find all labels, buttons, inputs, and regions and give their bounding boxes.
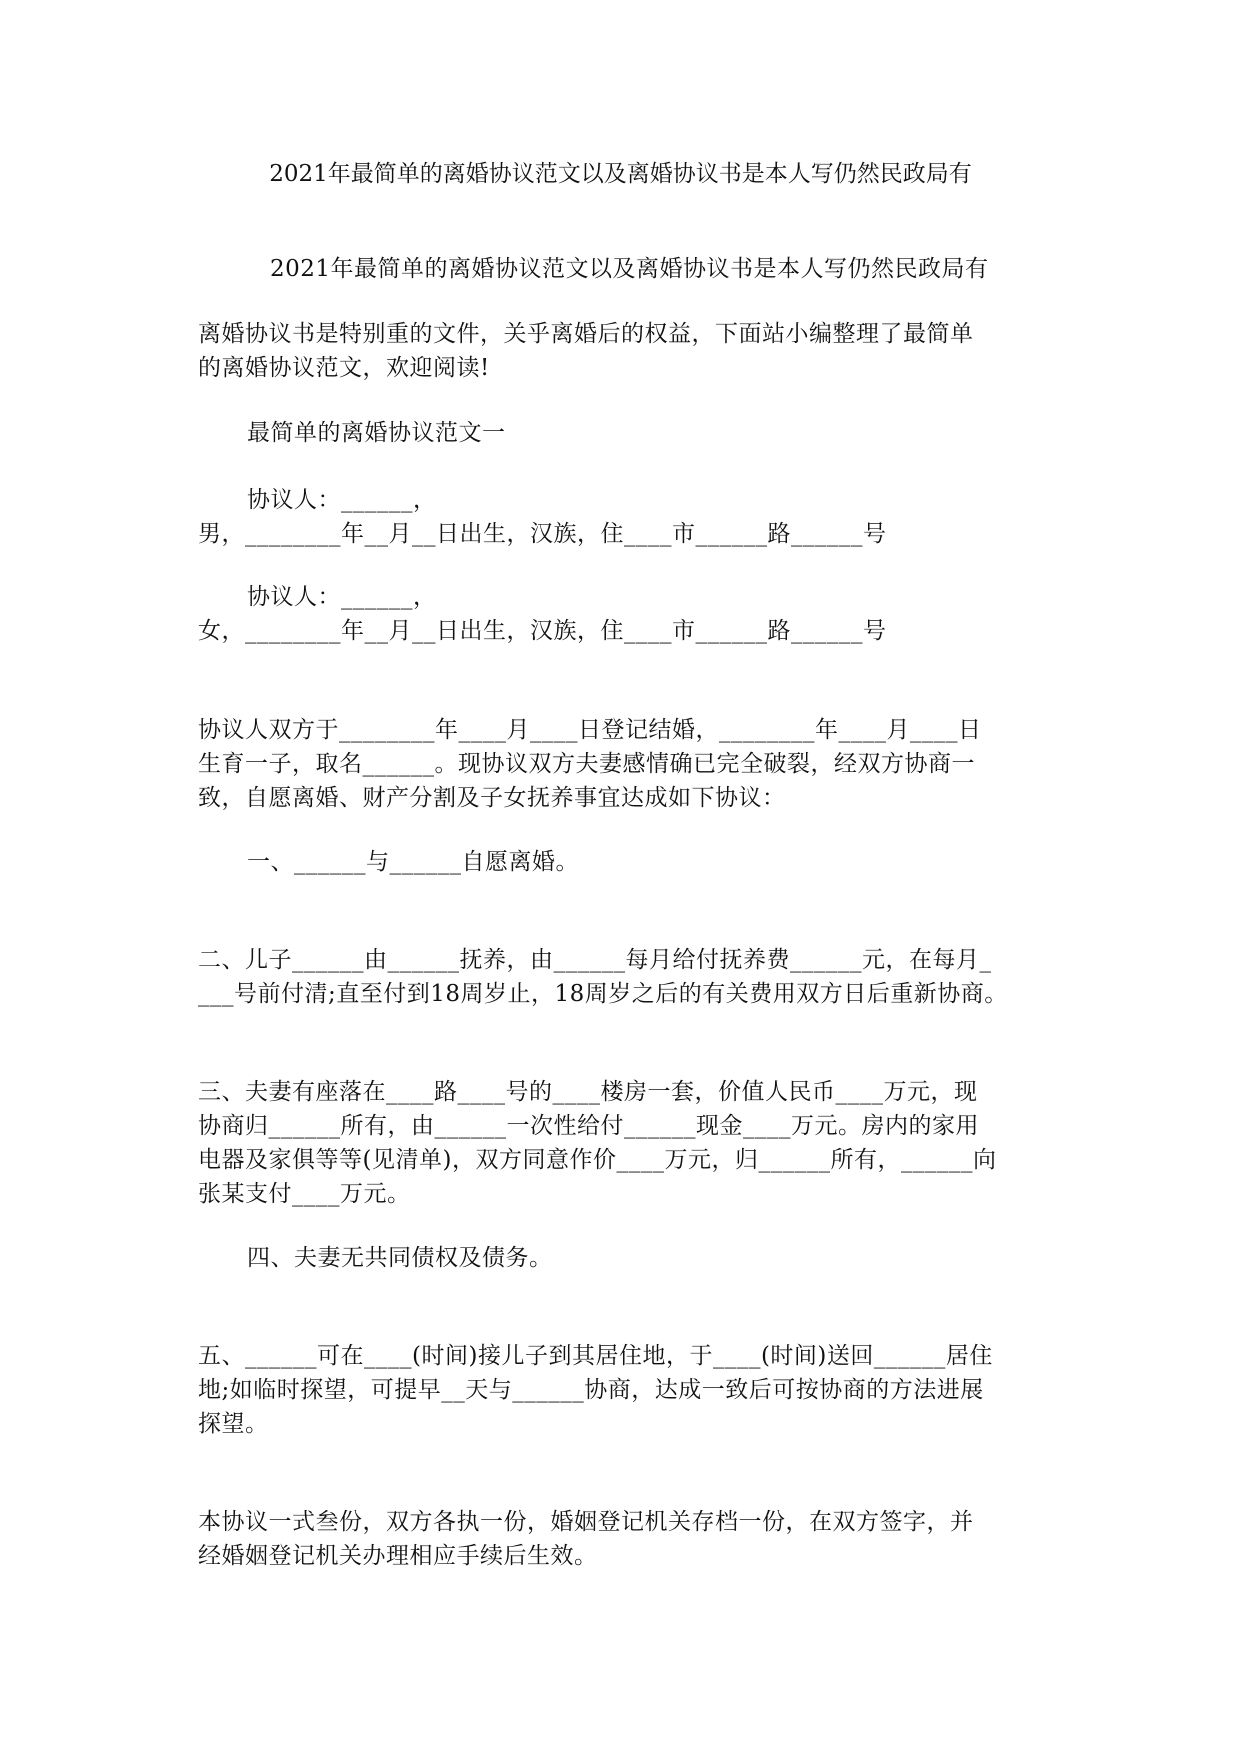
party-male-details: 男，________年__月__日出生，汉族，住____市______路______号 (198, 521, 887, 547)
document-subtitle: 2021年最简单的离婚协议范文以及离婚协议书是本人写仍然民政局有 (270, 256, 989, 282)
party-female-name: 协议人：______， (247, 584, 437, 610)
section-heading: 最简单的离婚协议范文一 (247, 420, 506, 446)
intro-line-1: 离婚协议书是特别重的文件，关乎离婚后的权益，下面站小编整理了最简单 (198, 321, 974, 347)
clause-5-line-1: 五、______可在____(时间)接儿子到其居住地，于____(时间)送回______居住 (198, 1343, 993, 1369)
marriage-line-2: 生育一子，取名______。现协议双方夫妻感情确已完全破裂，经双方协商一 (198, 751, 975, 777)
clause-3-line-4: 张某支付____万元。 (198, 1181, 411, 1207)
party-male-name: 协议人：______， (247, 487, 437, 513)
closing-line-1: 本协议一式叁份，双方各执一份，婚姻登记机关存档一份，在双方签字，并 (198, 1509, 974, 1535)
clause-2-line-2: ___号前付清;直至付到18周岁止，18周岁之后的有关费用双方日后重新协商。 (198, 981, 1008, 1007)
clause-3-line-1: 三、夫妻有座落在____路____号的____楼房一套，价值人民币____万元，现 (198, 1079, 978, 1105)
clause-5-line-3: 探望。 (198, 1411, 269, 1437)
party-female-details: 女，________年__月__日出生，汉族，住____市______路______号 (198, 618, 887, 644)
marriage-line-1: 协议人双方于________年____月____日登记结婚，________年____月____日 (198, 717, 982, 743)
header-title: 2021年最简单的离婚协议范文以及离婚协议书是本人写仍然民政局有 (269, 161, 972, 187)
clause-1: 一、______与______自愿离婚。 (247, 849, 579, 875)
clause-3-line-3: 电器及家俱等等(见清单)，双方同意作价____万元，归______所有，______向 (198, 1147, 997, 1173)
intro-line-2: 的离婚协议范文，欢迎阅读! (198, 355, 490, 381)
clause-4: 四、夫妻无共同债权及债务。 (247, 1245, 553, 1271)
closing-line-2: 经婚姻登记机关办理相应手续后生效。 (198, 1543, 598, 1569)
clause-2-line-1: 二、儿子______由______抚养，由______每月给付抚养费______元，在每月_ (198, 947, 992, 973)
marriage-line-3: 致，自愿离婚、财产分割及子女抚养事宜达成如下协议： (198, 785, 786, 811)
clause-5-line-2: 地;如临时探望，可提早__天与______协商，达成一致后可按协商的方法进展 (198, 1377, 984, 1403)
clause-3-line-2: 协商归______所有，由______一次性给付______现金____万元。房内的家用 (198, 1113, 979, 1139)
